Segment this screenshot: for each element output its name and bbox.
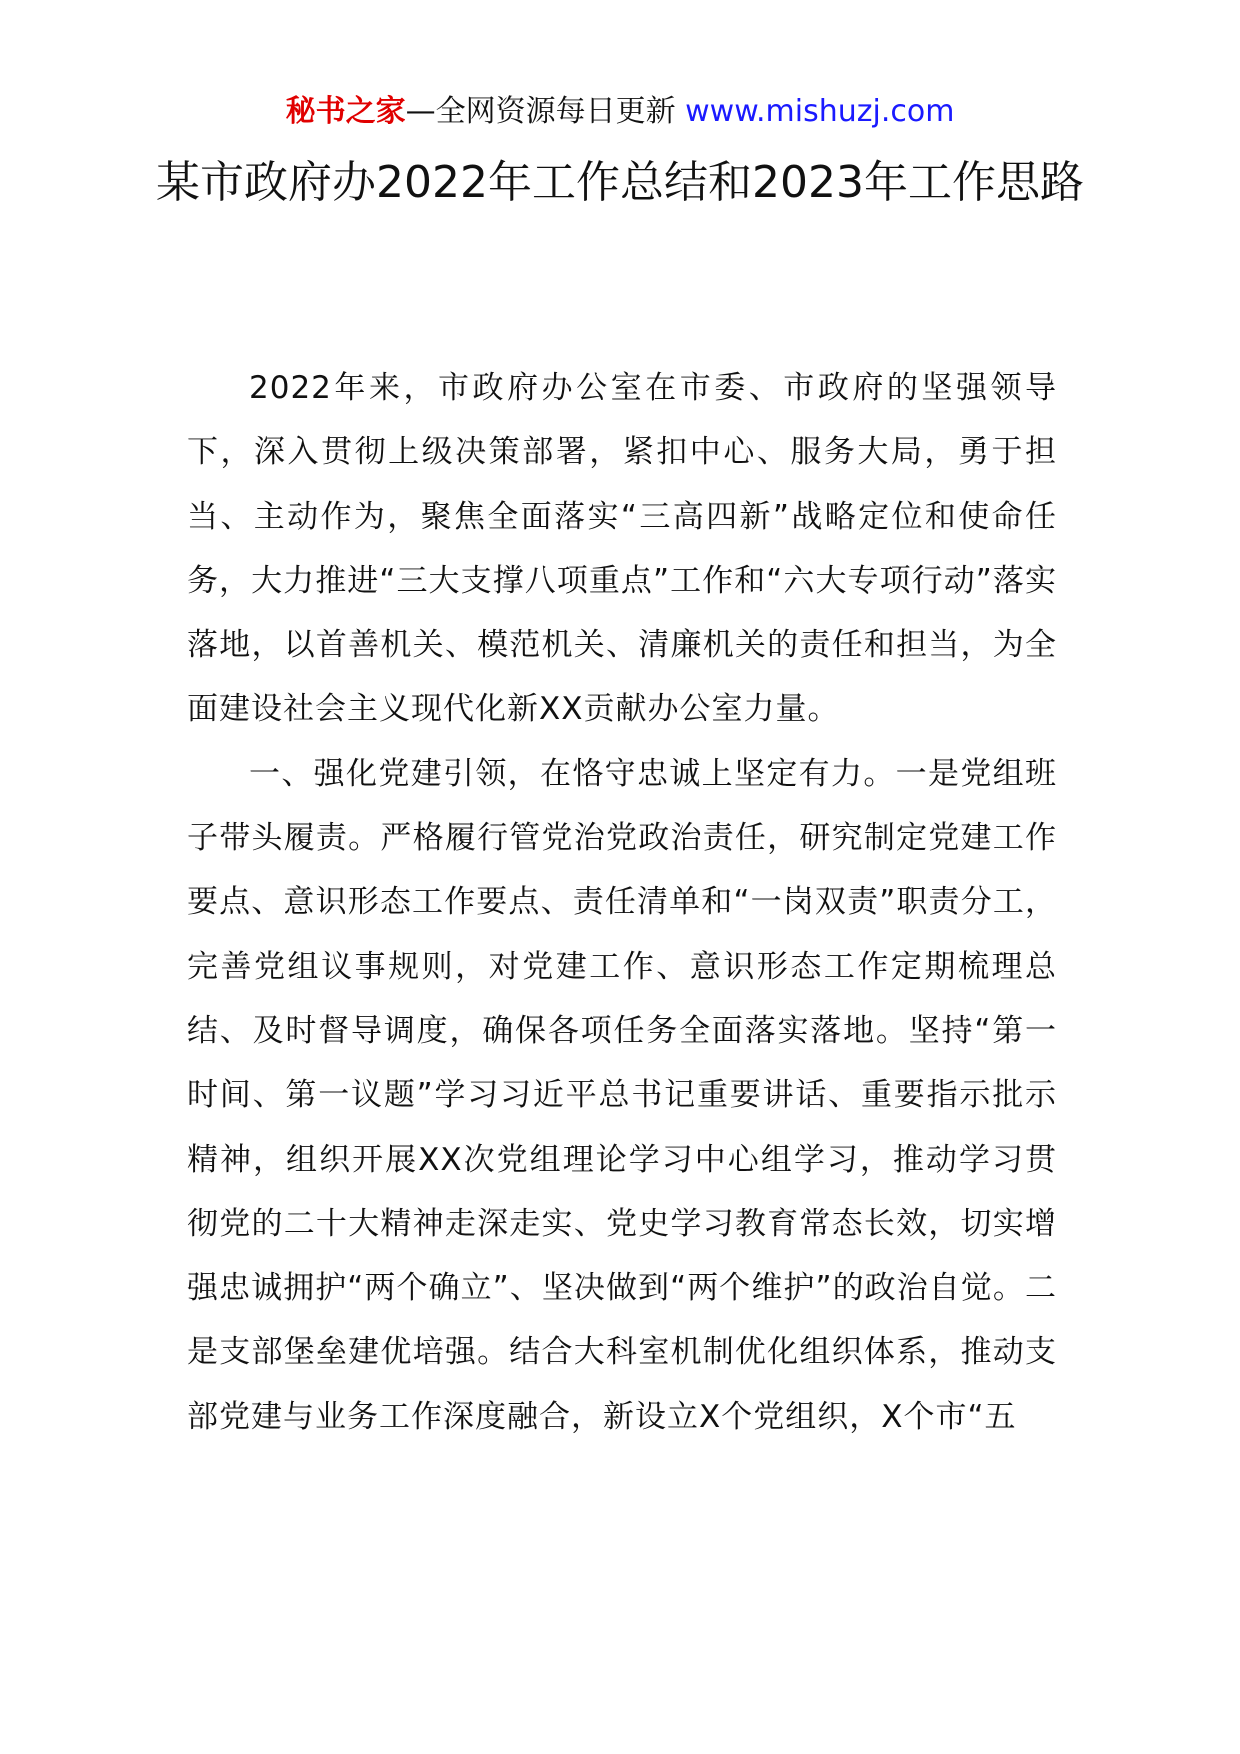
section-one-paragraph: 一、强化党建引领，在恪守忠诚上坚定有力。一是党组班子带头履责。严格履行管党治党政治责任，研究制定党建工作要点、意识形态工作要点、责任清单和“一岗双责”职责分工，完善党组议事规则，对党建工作、意识形态工作定期梳理总结、及时督导调度，确保各项任务全面落实落地。坚持“第一时间、第一议题”学习习近平总书记重要讲话、重要指示批示精神，组织开展XX次党组理论学习中心组学习，推动学习贯彻党的二十大精神走深走实、党史学习教育常态长效，切实增强忠诚拥护“两个确立”、坚决做到“两个维护”的政治自觉。二是支部堡垒建优培强。结合大科室机制优化组织体系，推动支部党建与业务工作深度融合，新设立X个党组织，X个市“五 [187,755,1057,1435]
site-tagline: —全网资源每日更新 [405,94,686,129]
document-title: 某市政府办2022年工作总结和2023年工作思路 [156,157,1084,208]
site-brand: 秘书之家 [285,94,406,129]
intro-paragraph: 2022年来，市政府办公室在市委、市政府的坚强领导下，深入贯彻上级决策部署，紧扣中心、服务大局，勇于担当、主动作为，聚焦全面落实“三高四新”战略定位和使命任务，大力推进“三大支撑八项重点”工作和“六大专项行动”落实落地，以首善机关、模范机关、清廉机关的责任和担当，为全面建设社会主义现代化新XX贡献办公室力量。 [187,370,1057,728]
site-url-link[interactable]: www.mishuzj.com [685,94,955,129]
document-body [187,356,1057,1449]
site-header [0,92,1240,132]
